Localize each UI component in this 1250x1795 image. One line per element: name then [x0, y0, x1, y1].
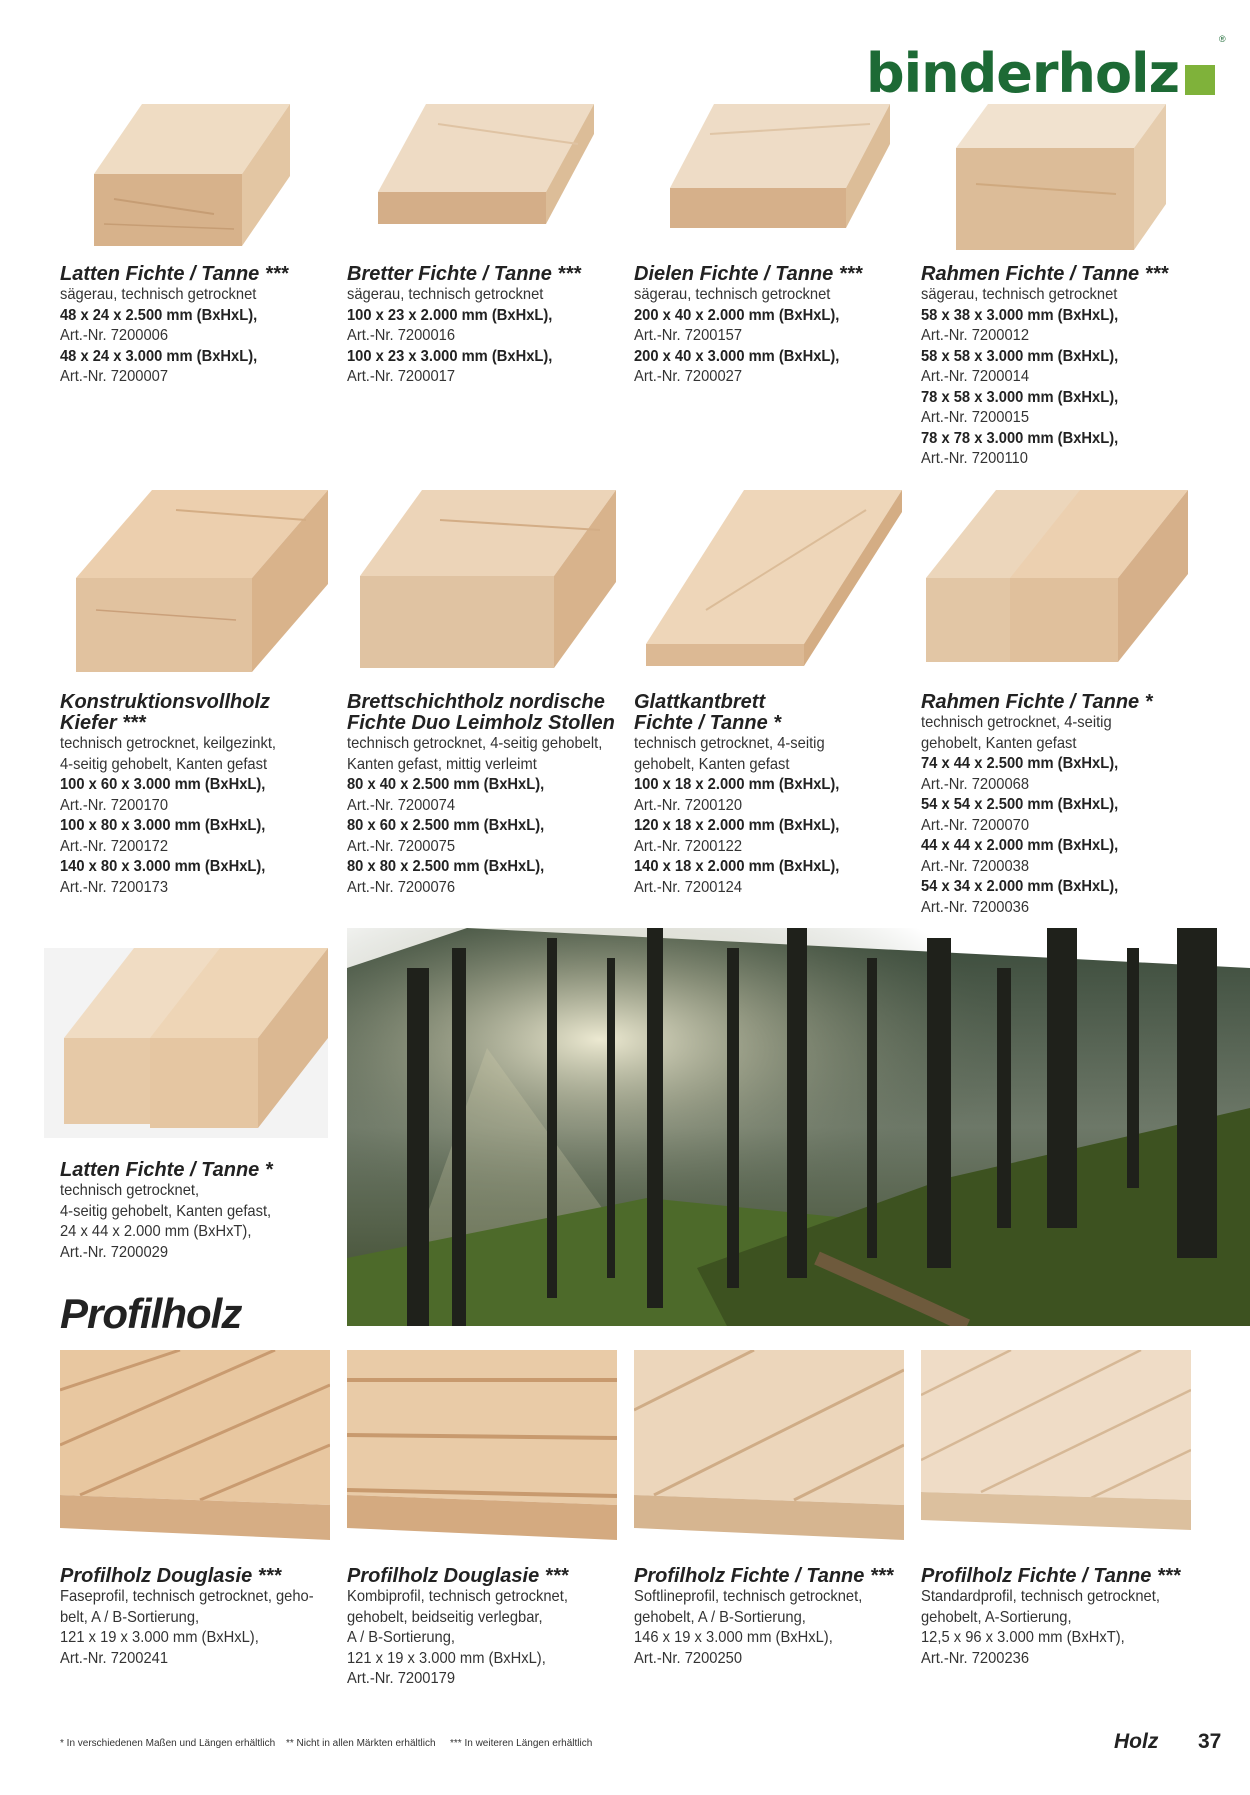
product-size: 100 x 60 x 3.000 mm (BxHxL),	[60, 776, 266, 793]
product-rahmen-fichte-tanne-gehobelt	[921, 692, 1191, 918]
product-size: 140 x 80 x 3.000 mm (BxHxL),	[60, 858, 266, 875]
bretter-image	[378, 104, 594, 238]
product-artnr: Art.-Nr. 7200016	[347, 327, 456, 344]
product-artnr: Art.-Nr. 7200179	[347, 1670, 456, 1687]
product-size: 44 x 44 x 2.000 mm (BxHxL),	[921, 837, 1119, 854]
product-artnr: Art.-Nr. 7200122	[634, 837, 743, 855]
footnote-2: ** Nicht in allen Märkten erhältlich	[286, 1738, 436, 1749]
product-desc: gehobelt, Kanten gefast	[634, 755, 790, 773]
product-desc: sägerau, technisch getrocknet	[921, 286, 1118, 303]
product-bretter-fichte-tanne	[347, 264, 617, 388]
product-artnr: Art.-Nr. 7200029	[60, 1243, 169, 1261]
latten-gehobelt-image	[44, 948, 328, 1138]
latten-image	[94, 104, 290, 246]
product-artnr: Art.-Nr. 7200027	[634, 368, 743, 385]
product-artnr: Art.-Nr. 7200068	[921, 775, 1030, 793]
product-glattkantbrett	[634, 692, 904, 898]
profilholz-standardprofil-image	[921, 1350, 1191, 1540]
product-artnr: Art.-Nr. 7200014	[921, 368, 1030, 385]
product-size: 78 x 78 x 3.000 mm (BxHxL),	[921, 429, 1119, 447]
brettschichtholz-image	[360, 490, 616, 668]
product-profilholz-fichte-softline	[634, 1566, 904, 1669]
product-artnr: Art.-Nr. 7200236	[921, 1649, 1030, 1667]
forest-photo	[347, 928, 1250, 1326]
product-size: 58 x 38 x 3.000 mm (BxHxL),	[921, 306, 1119, 324]
product-desc: Kombiprofil, technisch getrocknet,	[347, 1588, 568, 1605]
product-title: Dielen Fichte / Tanne ***	[634, 263, 863, 285]
page-number: 37	[1198, 1730, 1222, 1753]
page-section-label: Holz	[1114, 1730, 1159, 1753]
product-title: Konstruktionsvollholz Kiefer ***	[60, 691, 270, 734]
section-heading-profilholz: Profilholz	[60, 1290, 242, 1337]
product-size: 100 x 23 x 3.000 mm (BxHxL),	[347, 347, 553, 365]
product-size: 100 x 18 x 2.000 mm (BxHxL),	[634, 776, 840, 793]
product-desc: technisch getrocknet,	[60, 1182, 200, 1199]
product-size: 24 x 44 x 2.000 mm (BxHxT),	[60, 1223, 252, 1240]
product-title: Brettschichtholz nordische Fichte Duo Leimholz Stollen	[347, 691, 615, 734]
dielen-image	[670, 104, 890, 238]
product-desc: Faseprofil, technisch getrocknet, geho-	[60, 1588, 314, 1605]
profilholz-kombiprofil-image	[347, 1350, 617, 1540]
product-size: 80 x 60 x 2.500 mm (BxHxL),	[347, 817, 545, 834]
product-size: 121 x 19 x 3.000 mm (BxHxL),	[347, 1649, 546, 1667]
product-size: 200 x 40 x 3.000 mm (BxHxL),	[634, 347, 840, 365]
product-desc: gehobelt, Kanten gefast	[921, 734, 1077, 752]
product-size: 80 x 40 x 2.500 mm (BxHxL),	[347, 776, 545, 793]
product-desc: belt, A / B-Sortierung,	[60, 1608, 200, 1626]
product-artnr: Art.-Nr. 7200157	[634, 327, 743, 344]
product-title: Rahmen Fichte / Tanne ***	[921, 263, 1169, 285]
product-size: 54 x 34 x 2.000 mm (BxHxL),	[921, 878, 1119, 895]
product-artnr: Art.-Nr. 7200075	[347, 837, 456, 855]
product-size: 48 x 24 x 2.500 mm (BxHxL),	[60, 306, 258, 324]
product-size: 121 x 19 x 3.000 mm (BxHxL),	[60, 1629, 259, 1646]
product-title: Profilholz Douglasie ***	[347, 1565, 569, 1587]
product-title: Profilholz Fichte / Tanne ***	[921, 1565, 1181, 1587]
product-profilholz-douglasie-kombi	[347, 1566, 617, 1690]
brand-name: binderholz	[866, 41, 1179, 105]
product-brettschichtholz	[347, 692, 617, 898]
product-desc: sägerau, technisch getrocknet	[60, 286, 257, 303]
product-artnr: Art.-Nr. 7200172	[60, 837, 169, 855]
product-desc: gehobelt, A-Sortierung,	[921, 1608, 1072, 1626]
rahmen-fichte-image	[926, 490, 1188, 662]
product-desc: technisch getrocknet, 4-seitig	[921, 714, 1112, 731]
trademark-symbol: ®	[1219, 34, 1226, 44]
product-desc: gehobelt, beidseitig verlegbar,	[347, 1608, 543, 1626]
footnote-1: * In verschiedenen Maßen und Längen erhältlich	[60, 1738, 276, 1749]
product-size: 200 x 40 x 2.000 mm (BxHxL),	[634, 306, 840, 324]
logo-square-icon	[1185, 65, 1215, 95]
product-size: 78 x 58 x 3.000 mm (BxHxL),	[921, 388, 1119, 406]
product-desc: sägerau, technisch getrocknet	[347, 286, 544, 303]
konstruktionsvollholz-image	[76, 490, 328, 672]
product-desc: A / B-Sortierung,	[347, 1629, 455, 1646]
product-size: 74 x 44 x 2.500 mm (BxHxL),	[921, 755, 1119, 772]
product-rahmen-fichte-tanne	[921, 264, 1191, 470]
product-artnr: Art.-Nr. 7200070	[921, 816, 1030, 834]
product-title: Glattkantbrett Fichte / Tanne *	[634, 691, 782, 734]
product-artnr: Art.-Nr. 7200074	[347, 796, 456, 814]
product-artnr: Art.-Nr. 7200120	[634, 796, 743, 814]
product-title: Profilholz Douglasie ***	[60, 1565, 282, 1587]
product-title: Bretter Fichte / Tanne ***	[347, 263, 581, 285]
product-desc: 4-seitig gehobelt, Kanten gefast,	[60, 1202, 272, 1220]
glattkantbrett-image	[646, 490, 902, 666]
product-dielen-fichte-tanne	[634, 264, 904, 388]
profilholz-softlineprofil-image	[634, 1350, 904, 1540]
product-size: 100 x 23 x 2.000 mm (BxHxL),	[347, 306, 553, 324]
product-size: 146 x 19 x 3.000 mm (BxHxL),	[634, 1629, 833, 1646]
rahmen-image	[956, 104, 1166, 250]
product-artnr: Art.-Nr. 7200006	[60, 327, 169, 344]
product-artnr: Art.-Nr. 7200007	[60, 368, 169, 385]
product-desc: technisch getrocknet, keilgezinkt,	[60, 735, 277, 752]
product-artnr: Art.-Nr. 7200241	[60, 1649, 169, 1667]
product-artnr: Art.-Nr. 7200170	[60, 796, 169, 814]
product-desc: technisch getrocknet, 4-seitig	[634, 735, 825, 752]
product-size: 58 x 58 x 3.000 mm (BxHxL),	[921, 347, 1119, 365]
product-desc: technisch getrocknet, 4-seitig gehobelt,	[347, 735, 603, 752]
product-title: Profilholz Fichte / Tanne ***	[634, 1565, 894, 1587]
product-title: Latten Fichte / Tanne *	[60, 1159, 273, 1181]
product-size: 80 x 80 x 2.500 mm (BxHxL),	[347, 858, 545, 875]
product-artnr: Art.-Nr. 7200015	[921, 409, 1030, 426]
product-artnr: Art.-Nr. 7200076	[347, 878, 456, 896]
product-profilholz-fichte-standard	[921, 1566, 1191, 1669]
product-desc: gehobelt, A / B-Sortierung,	[634, 1608, 806, 1626]
product-desc: Softlineprofil, technisch getrocknet,	[634, 1588, 863, 1605]
product-desc: Kanten gefast, mittig verleimt	[347, 755, 537, 773]
product-artnr: Art.-Nr. 7200038	[921, 857, 1030, 875]
profilholz-faseprofil-image	[60, 1350, 330, 1540]
product-artnr: Art.-Nr. 7200017	[347, 368, 456, 385]
product-artnr: Art.-Nr. 7200012	[921, 327, 1030, 344]
product-size: 120 x 18 x 2.000 mm (BxHxL),	[634, 817, 840, 834]
product-artnr: Art.-Nr. 7200036	[921, 898, 1030, 916]
product-artnr: Art.-Nr. 7200250	[634, 1649, 743, 1667]
product-latten-fichte-tanne	[60, 264, 330, 388]
footnote-3: *** In weiteren Längen erhältlich	[450, 1738, 593, 1749]
product-artnr: Art.-Nr. 7200110	[921, 450, 1028, 467]
product-artnr: Art.-Nr. 7200173	[60, 878, 169, 896]
product-konstruktionsvollholz-kiefer	[60, 692, 330, 898]
product-desc: Standardprofil, technisch getrocknet,	[921, 1588, 1160, 1605]
product-desc: sägerau, technisch getrocknet	[634, 286, 831, 303]
product-size: 12,5 x 96 x 3.000 mm (BxHxT),	[921, 1629, 1125, 1646]
product-title: Rahmen Fichte / Tanne *	[921, 691, 1153, 713]
product-size: 140 x 18 x 2.000 mm (BxHxL),	[634, 858, 840, 875]
product-profilholz-douglasie-fase	[60, 1566, 330, 1669]
product-title: Latten Fichte / Tanne ***	[60, 263, 289, 285]
product-size: 100 x 80 x 3.000 mm (BxHxL),	[60, 817, 266, 834]
product-latten-fichte-tanne-gehobelt	[60, 1160, 330, 1263]
product-artnr: Art.-Nr. 7200124	[634, 878, 743, 896]
brand-logo	[866, 38, 1215, 108]
product-size: 54 x 54 x 2.500 mm (BxHxL),	[921, 796, 1119, 813]
product-desc: 4-seitig gehobelt, Kanten gefast	[60, 755, 268, 773]
product-size: 48 x 24 x 3.000 mm (BxHxL),	[60, 347, 258, 365]
